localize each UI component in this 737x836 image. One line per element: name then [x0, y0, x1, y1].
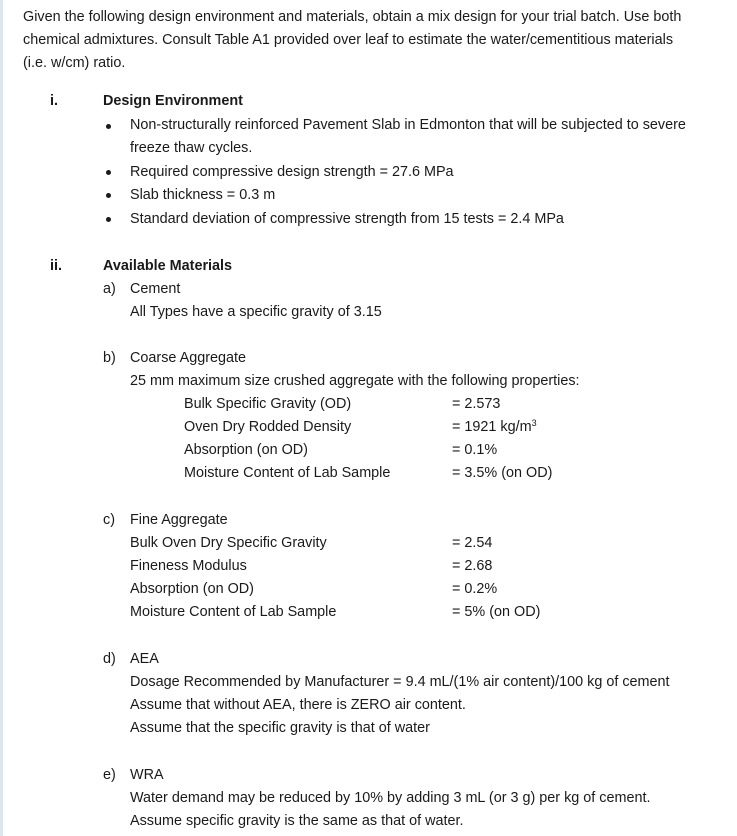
fine-prop-label: Moisture Content of Lab Sample [130, 604, 337, 620]
fine-marker: c) [103, 512, 115, 528]
coarse-prop-label: Bulk Specific Gravity (OD) [184, 396, 352, 412]
aea-marker: d) [103, 651, 116, 667]
coarse-prop-value: = 0.1% [452, 442, 498, 458]
coarse-title: Coarse Aggregate [130, 350, 247, 366]
design-env-item-2: Required compressive design strength = 27.6 MPa [130, 164, 454, 180]
coarse-prop-value: = 2.573 [452, 396, 501, 412]
cement-title: Cement [130, 281, 181, 297]
design-env-item-3: Slab thickness = 0.3 m [130, 187, 276, 203]
fine-prop-value: = 2.68 [452, 558, 493, 574]
coarse-description: 25 mm maximum size crushed aggregate with the following properties: [130, 373, 580, 389]
bullet-icon [106, 217, 111, 222]
fine-prop-value: = 2.54 [452, 535, 493, 551]
coarse-prop-label: Moisture Content of Lab Sample [184, 465, 391, 481]
fine-prop-label: Absorption (on OD) [130, 581, 254, 597]
intro-line-3: (i.e. w/cm) ratio. [23, 55, 126, 71]
fine-prop-value: = 0.2% [452, 581, 498, 597]
fine-prop-label: Bulk Oven Dry Specific Gravity [130, 535, 327, 551]
section-i-numeral: i. [50, 93, 58, 109]
bullet-icon [106, 124, 111, 129]
aea-line: Assume that without AEA, there is ZERO air content. [130, 697, 466, 713]
left-margin-bar [0, 0, 3, 836]
wra-marker: e) [103, 767, 116, 783]
design-env-item-1-cont: freeze thaw cycles. [130, 140, 253, 156]
coarse-marker: b) [103, 350, 116, 366]
coarse-density-value: = 1921 kg/m [452, 419, 532, 435]
coarse-prop-value: = 3.5% (on OD) [452, 465, 553, 481]
aea-title: AEA [130, 651, 159, 667]
intro-line-1: Given the following design environment and materials, obtain a mix design for your trial batch. Use both [23, 9, 682, 25]
coarse-prop-value [452, 418, 537, 437]
cement-note: All Types have a specific gravity of 3.15 [130, 304, 382, 320]
aea-line: Dosage Recommended by Manufacturer = 9.4 mL/(1% air content)/100 kg of cement [130, 674, 670, 690]
fine-prop-label: Fineness Modulus [130, 558, 247, 574]
cubed-superscript: 3 [531, 418, 537, 428]
bullet-icon [106, 170, 111, 175]
intro-line-2: chemical admixtures. Consult Table A1 provided over leaf to estimate the water/cementitious materials [23, 32, 674, 48]
bullet-icon [106, 193, 111, 198]
cement-marker: a) [103, 281, 116, 297]
section-i-heading: Design Environment [103, 93, 243, 109]
coarse-prop-label: Absorption (on OD) [184, 442, 308, 458]
wra-line: Assume specific gravity is the same as that of water. [130, 813, 464, 829]
wra-title: WRA [130, 767, 164, 783]
section-ii-heading: Available Materials [103, 258, 233, 274]
fine-title: Fine Aggregate [130, 512, 228, 528]
design-env-item-1: Non-structurally reinforced Pavement Slab in Edmonton that will be subjected to severe [130, 117, 686, 133]
design-env-item-4: Standard deviation of compressive strength from 15 tests = 2.4 MPa [130, 211, 564, 227]
fine-prop-value: = 5% (on OD) [452, 604, 541, 620]
section-ii-numeral: ii. [50, 258, 62, 274]
coarse-prop-label: Oven Dry Rodded Density [184, 419, 352, 435]
wra-line: Water demand may be reduced by 10% by adding 3 mL (or 3 g) per kg of cement. [130, 790, 651, 806]
aea-line: Assume that the specific gravity is that of water [130, 720, 430, 736]
